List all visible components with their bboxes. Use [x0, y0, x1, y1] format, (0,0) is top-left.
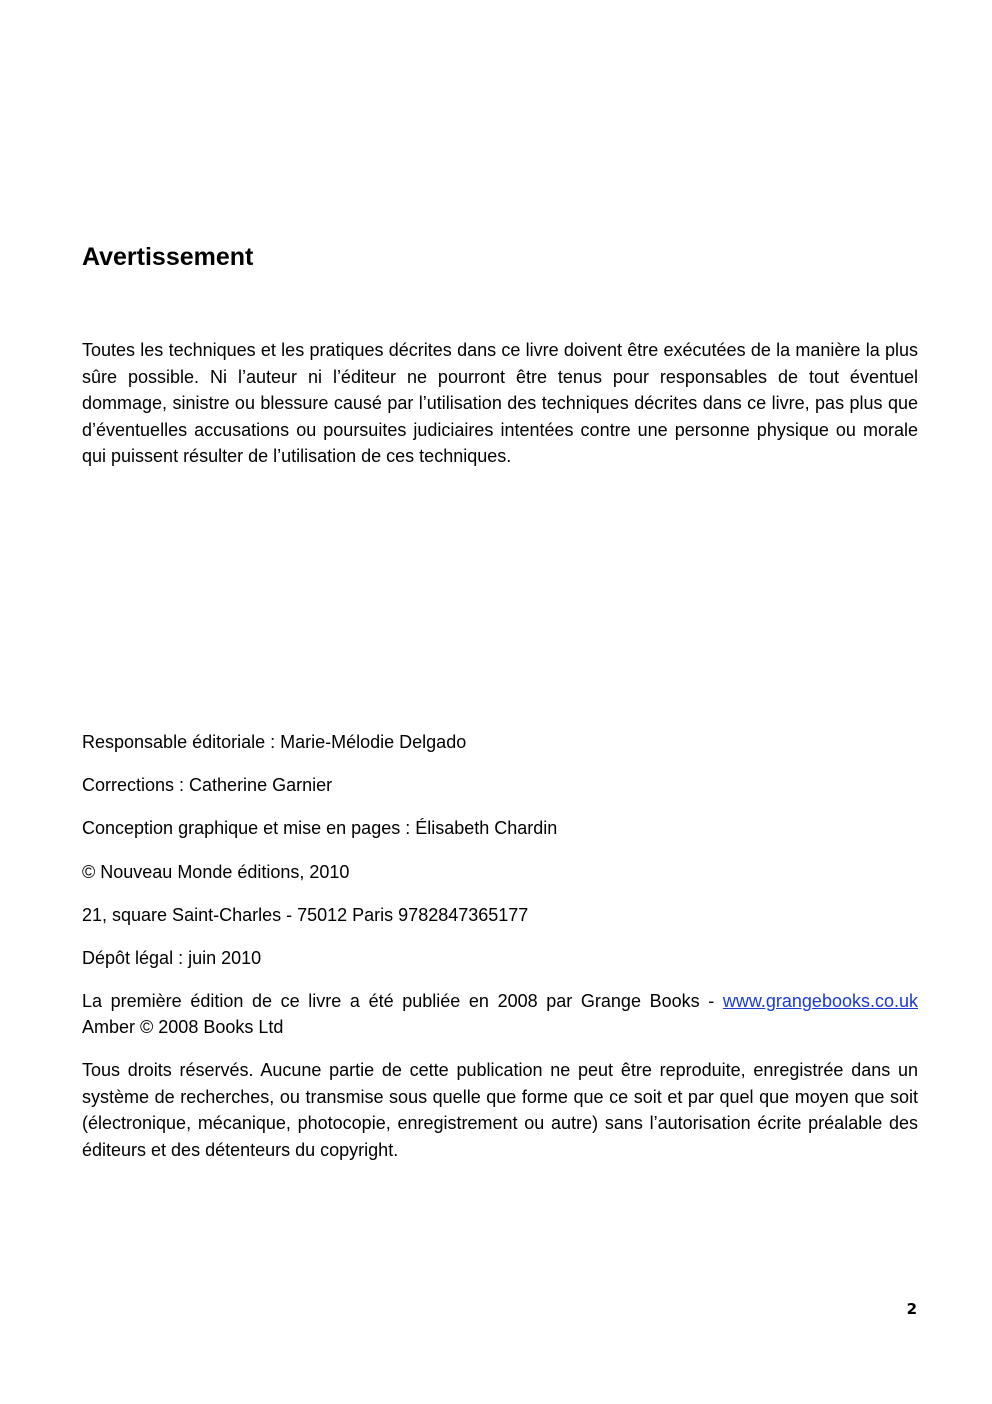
design-credit: Conception graphique et mise en pages : Élisabeth Chardin [82, 818, 558, 839]
publisher-link[interactable]: www.grangebooks.co.uk [722, 991, 918, 1012]
page-title: Avertissement [82, 243, 254, 271]
credits-block [82, 729, 918, 1163]
legal-deposit-line: Dépôt légal : juin 2010 [82, 947, 262, 968]
first-edition-text: La première édition de ce livre a été publiée en 2008 par Grange Books - [82, 991, 723, 1012]
page-number: 2 [906, 1300, 917, 1318]
first-edition-publisher: Amber © 2008 Books Ltd [82, 1017, 284, 1038]
editor-credit: Responsable éditoriale : Marie-Mélodie Delgado [82, 732, 467, 752]
rights-paragraph: Tous droits réservés. Aucune partie de cette publication ne peut être reproduite, enregistrée dans un système de recherches, ou transmise sous quelle que forme que ce soit et par quel que moyen que soit (électronique, mécanique, photocopie, enregistrement ou autre) sans l’autorisation écrite préalable des éditeurs et des détenteurs du copyright. [82, 1060, 918, 1160]
corrections-credit: Corrections : Catherine Garnier [82, 775, 333, 796]
warning-paragraph: Toutes les techniques et les pratiques décrites dans ce livre doivent être exécutées de la manière la plus sûre possible. Ni l’auteur ni l’éditeur ne pourront être tenus pour responsables de tout éventuel dommage, sinistre ou blessure causé par l’utilisation des techniques décrites dans ce livre, pas plus que d’éventuelles accusations ou poursuites judiciaires intentées contre une personne physique ou morale qui puissent résulter de l’utilisation de ces techniques. [82, 340, 918, 466]
address-line: 21, square Saint-Charles - 75012 Paris 9782847365177 [82, 904, 529, 925]
first-edition-note [82, 988, 918, 1040]
copyright-line: © Nouveau Monde éditions, 2010 [82, 861, 350, 882]
